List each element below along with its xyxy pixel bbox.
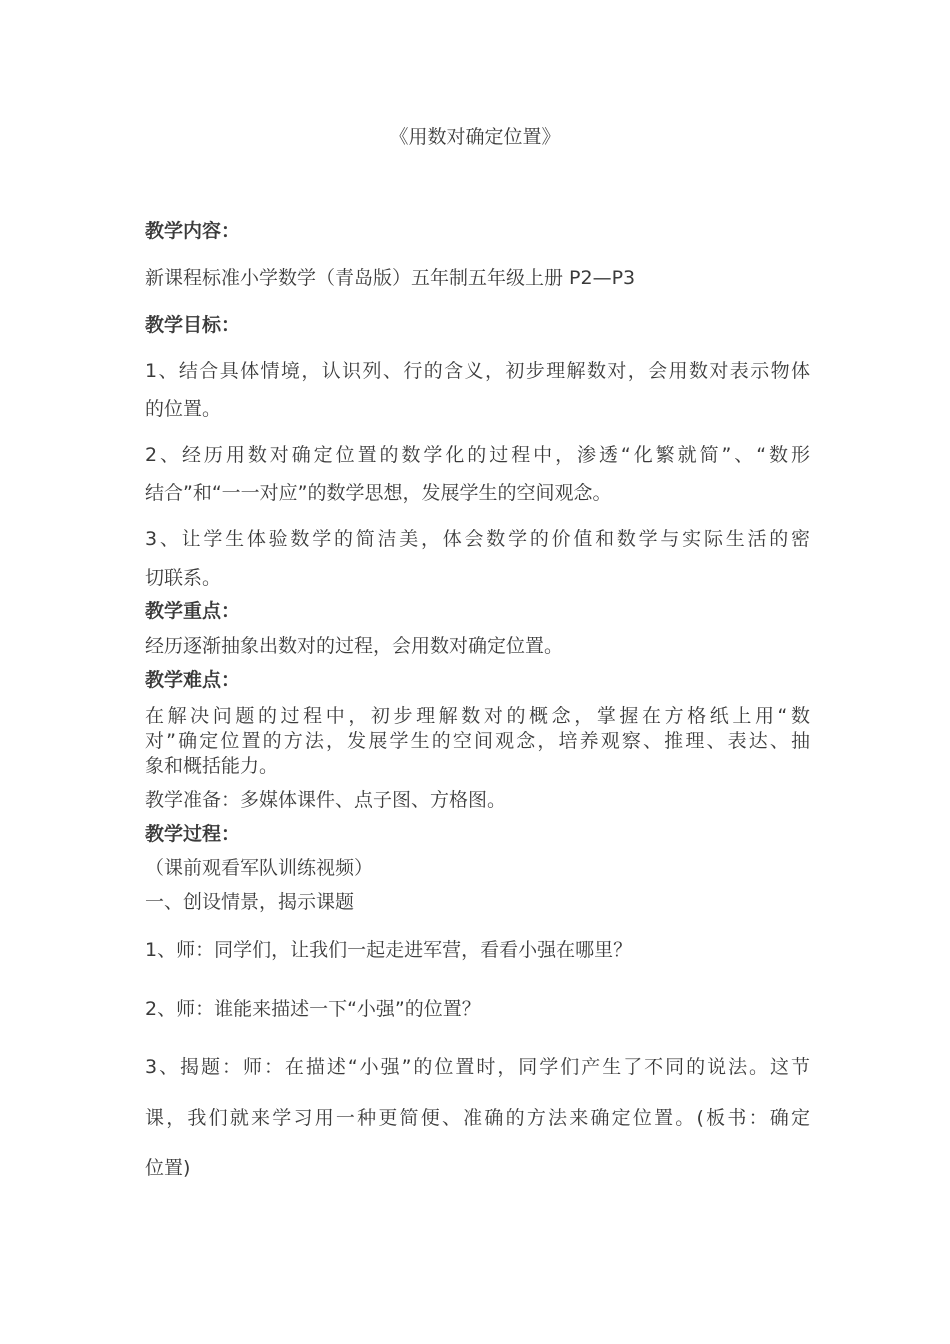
key-points-text: 经历逐渐抽象出数对的过程，会用数对确定位置。 (145, 635, 564, 657)
content-heading: 教学内容： (145, 220, 241, 242)
step-1: 1、师：同学们，让我们一起走进军营，看看小强在哪里？ (145, 939, 633, 961)
step-3-line-2: 课，我们就来学习用一种更简便、准确的方法来确定位置。(板书：确定 (145, 1107, 810, 1129)
step-3-line-1: 3、揭题：师：在描述“小强”的位置时，同学们产生了不同的说法。这节 (145, 1056, 810, 1078)
process-heading: 教学过程： (145, 823, 241, 845)
step-2: 2、师：谁能来描述一下“小强”的位置？ (145, 998, 481, 1020)
goal-1-line-1: 1、结合具体情境，认识列、行的含义，初步理解数对，会用数对表示物体 (145, 360, 810, 382)
difficulties-heading: 教学难点： (145, 669, 241, 691)
difficulties-line-2: 对”确定位置的方法，发展学生的空间观念，培养观察、推理、表达、抽 (145, 730, 810, 752)
section-1-heading: 一、创设情景，揭示课题 (145, 891, 355, 913)
goals-heading: 教学目标： (145, 314, 241, 336)
content-text: 新课程标准小学数学（青岛版）五年制五年级上册 P2—P3 (145, 267, 636, 289)
difficulties-line-3: 象和概括能力。 (145, 755, 279, 777)
goal-2-line-1: 2、经历用数对确定位置的数学化的过程中，渗透“化繁就简”、“数形 (145, 444, 810, 466)
goal-1-line-2: 的位置。 (145, 398, 222, 420)
key-points-heading: 教学重点： (145, 600, 241, 622)
teaching-preparation: 教学准备：多媒体课件、点子图、方格图。 (145, 789, 507, 811)
difficulties-line-1: 在解决问题的过程中，初步理解数对的概念，掌握在方格纸上用“数 (145, 705, 810, 727)
step-3-line-3: 位置) (145, 1157, 191, 1179)
goal-3-line-1: 3、让学生体验数学的简洁美，体会数学的价值和数学与实际生活的密 (145, 528, 810, 550)
process-note: （课前观看军队训练视频） (145, 857, 374, 879)
document-title: 《用数对确定位置》 (389, 126, 561, 148)
goal-2-line-2: 结合”和“一一对应”的数学思想，发展学生的空间观念。 (145, 482, 612, 504)
goal-3-line-2: 切联系。 (145, 567, 222, 589)
